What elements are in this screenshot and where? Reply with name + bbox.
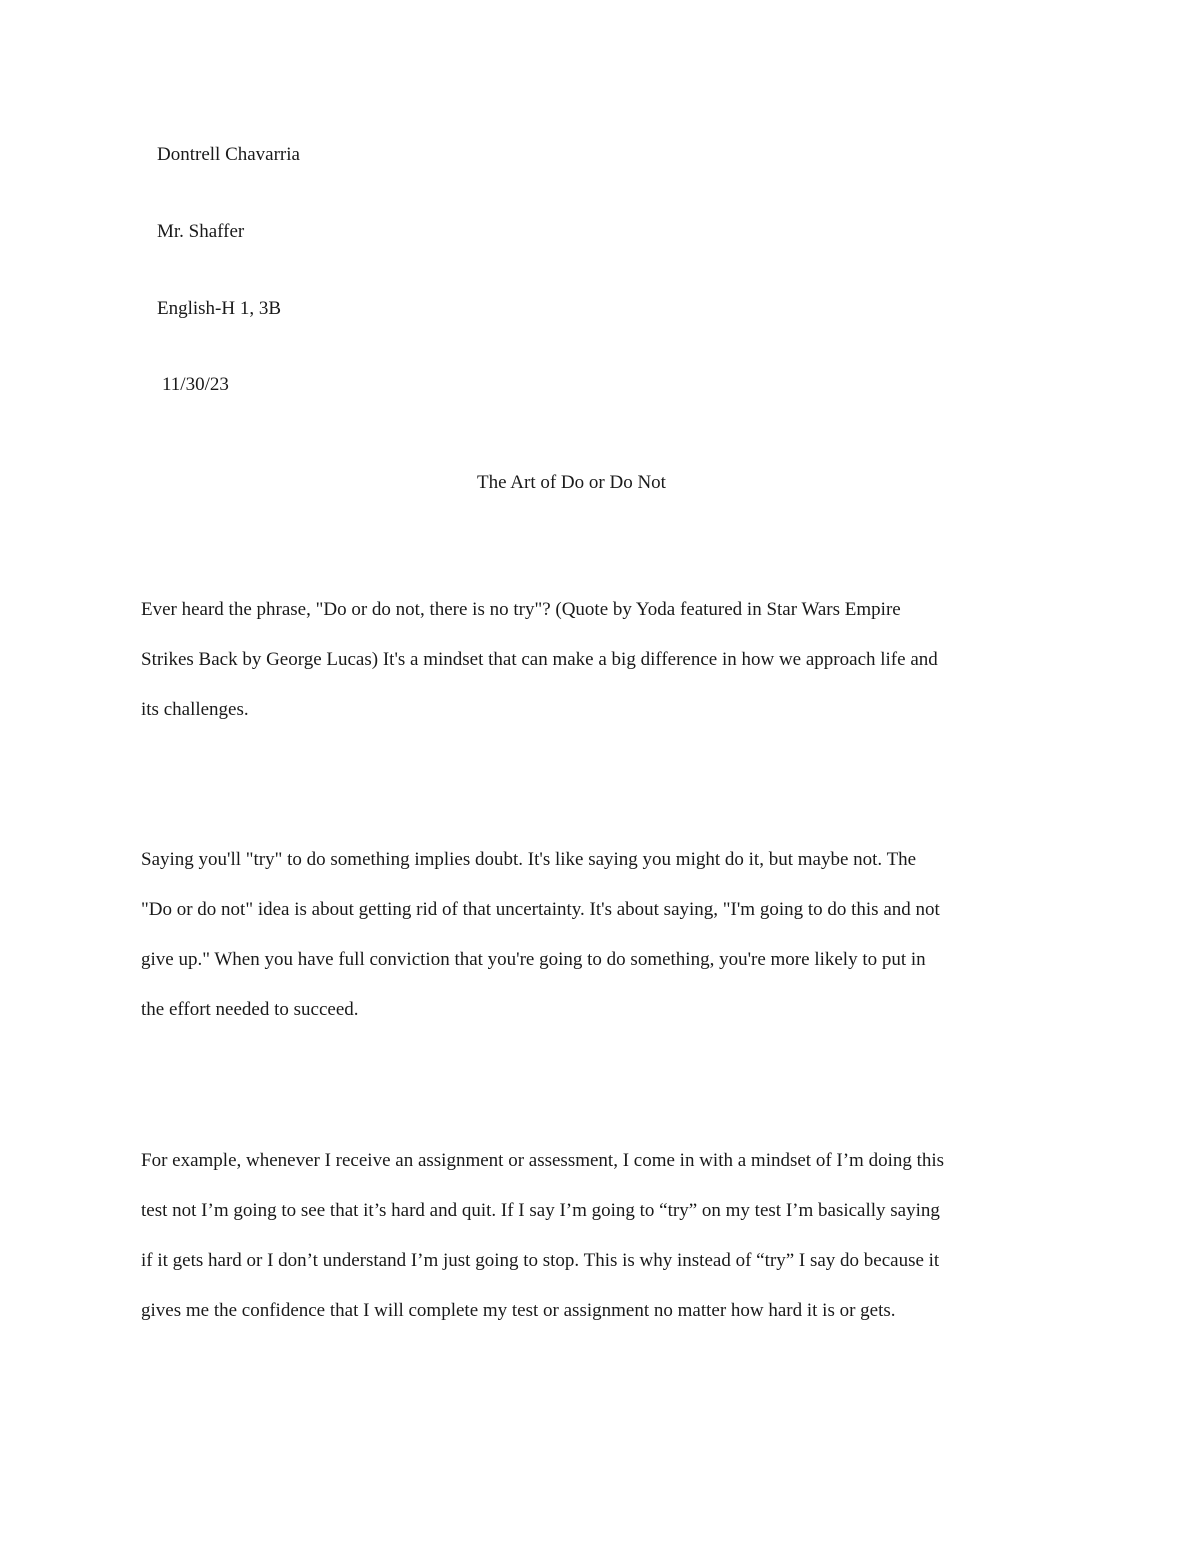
paragraph-line: Strikes Back by George Lucas) It's a mindset that can make a big difference in how we approach life and	[141, 649, 938, 670]
course-name: English-H 1, 3B	[157, 298, 282, 319]
author-name: Dontrell Chavarria	[157, 144, 300, 165]
paragraph-line: its challenges.	[141, 699, 249, 720]
paragraph-line: "Do or do not" idea is about getting rid of that uncertainty. It's about saying, "I'm going to do this and not	[141, 899, 940, 920]
teacher-name: Mr. Shaffer	[157, 221, 245, 242]
paragraph-3	[141, 1149, 1061, 1349]
paragraph-line: the effort needed to succeed.	[141, 999, 359, 1020]
paragraph-line: gives me the confidence that I will complete my test or assignment no matter how hard it is or gets.	[141, 1300, 896, 1321]
essay-title: The Art of Do or Do Not	[477, 472, 666, 493]
paragraph-2	[141, 848, 1061, 1048]
paragraph-line: For example, whenever I receive an assignment or assessment, I come in with a mindset of I’m doing this	[141, 1150, 945, 1171]
paragraph-line: test not I’m going to see that it’s hard and quit. If I say I’m going to “try” on my test I’m basically saying	[141, 1200, 940, 1221]
date: 11/30/23	[162, 374, 229, 395]
paragraph-1	[141, 598, 1061, 748]
paragraph-line: if it gets hard or I don’t understand I’m just going to stop. This is why instead of “try” I say do because it	[141, 1250, 940, 1271]
paragraph-line: give up." When you have full conviction that you're going to do something, you're more likely to put in	[141, 949, 926, 970]
paragraph-line: Saying you'll "try" to do something implies doubt. It's like saying you might do it, but maybe not. The	[141, 849, 917, 870]
paragraph-line: Ever heard the phrase, "Do or do not, there is no try"? (Quote by Yoda featured in Star Wars Empire	[141, 599, 901, 620]
